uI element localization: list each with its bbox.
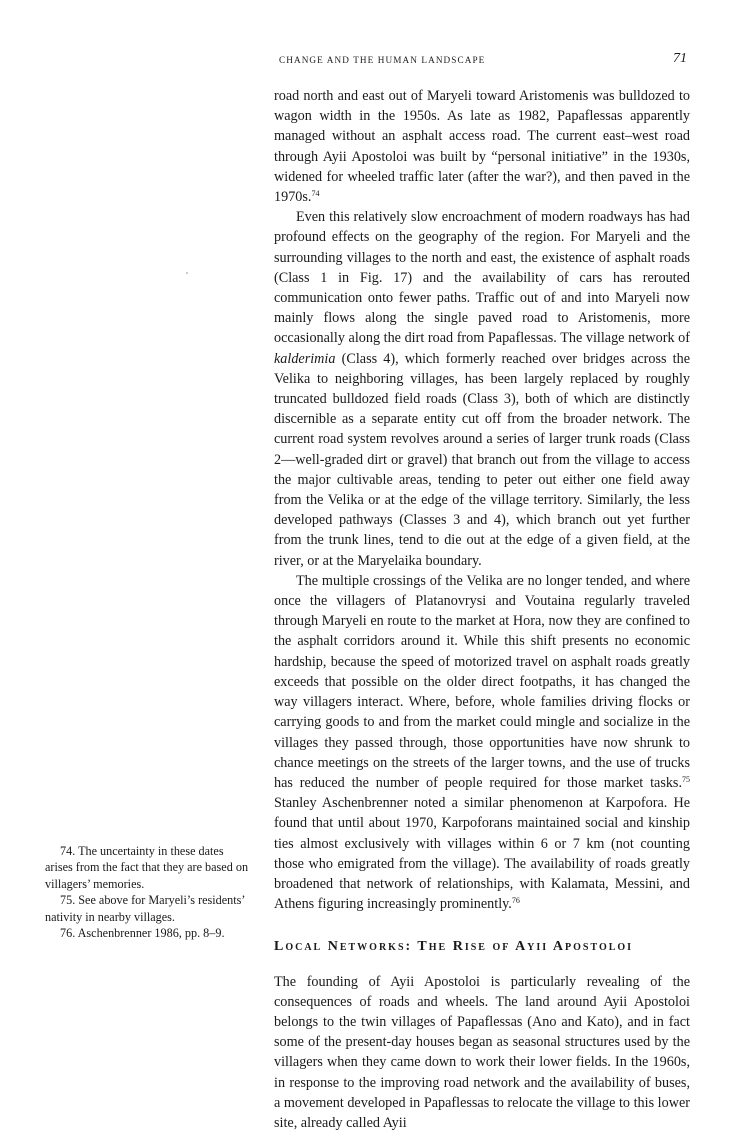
paragraph-2-text-b: (Class 4), which formerly reached over bridges across the Velika to neighboring villages, has been largely replaced by roughly truncated bulldozed field roads (Class 3), both of which are distinctly discernible as a separate entity cut off from the broader network. The current road system revolves around a series of larger trunk roads (Class 2—well-graded dirt or gravel) that branch out from the village to access the major cultivable areas, tending to peter out either one field away from the Velika or at the edge of the village territory. Similarly, the less developed pathways (Classes 3 and 4), which branch out yet further from the trunk lines, tend to die out at the edge of a given field, at the river, or at the Maryelaika boundary. — [274, 350, 690, 569]
main-text-column — [274, 86, 690, 1133]
footnote-76: 76. Aschenbrenner 1986, pp. 8–9. — [60, 926, 225, 941]
page-number: 71 — [673, 51, 687, 66]
paragraph-4 — [274, 972, 690, 1133]
footnote-number: 74 — [60, 844, 73, 858]
italic-term-kalderimia: kalderimia — [274, 350, 336, 367]
footnote-74: 74. The uncertainty in these dates arises from the fact that they are based on villagers’ memories. — [45, 844, 249, 891]
paragraph-3-text-b: Stanley Aschenbrenner noted a similar phenomenon at Karpofora. He found that until about 1970, Karpoforans maintained social and kinship ties almost exclusively with villages within 6 or 7 km (not counting those who emigrated from the village). The availability of roads greatly broadened that network of relationships, with Kalamata, Messini, and Athens figuring increasingly prominently. — [274, 795, 690, 913]
paragraph-1-text: road north and east out of Maryeli toward Aristomenis was bulldozed to wagon width in the 1950s. As late as 1982, Papaflessas apparently managed without an asphalt access road. The current east–west road through Ayii Apostoloi was built by “personal initiative” in the 1930s, widened for wheeled traffic later (after the war?), and then paved in the 1970s. — [274, 88, 690, 206]
page-speck — [186, 272, 188, 274]
section-heading: Local Networks: The Rise of Ayii Apostoloi — [274, 939, 634, 955]
footnote-number: 76 — [60, 926, 73, 941]
footnote-text: Aschenbrenner 1986, pp. 8–9. — [77, 926, 225, 941]
footnote-text: The uncertainty in these dates arises from the fact that they are based on villagers’ memories. — [45, 844, 249, 891]
running-head: CHANGE AND THE HUMAN LANDSCAPE — [279, 55, 486, 65]
paragraph-3 — [274, 571, 690, 914]
footnote-number: 75 — [60, 893, 73, 908]
footnote-75: 75. See above for Maryeli’s residents’ nativity in nearby villages. — [45, 893, 245, 924]
footnote-text: See above for Maryeli’s residents’ nativity in nearby villages. — [45, 893, 245, 924]
footnote-ref-75[interactable]: 75 — [682, 774, 690, 784]
footnote-ref-74[interactable]: 74 — [311, 189, 320, 199]
paragraph-4-text: The founding of Ayii Apostoloi is particularly revealing of the consequences of roads and wheels. The land around Ayii Apostoloi belongs to the twin villages of Papaflessas (Ano and Kato), and in fact some of the present-day houses began as seasonal structures used by the villagers when they came down to work their lower fields. In the 1960s, in response to the improving road network and the availability of buses, a movement developed in Papaflessas to relocate the village to this lower site, already called Ayii — [274, 973, 690, 1131]
paragraph-2 — [274, 207, 690, 571]
paragraph-1 — [274, 86, 690, 207]
paragraph-2-text-a: Even this relatively slow encroachment of modern roadways has had profound effects on the geography of the region. For Maryeli and the surrounding villages to the north and east, the existence of asphalt roads (Class 1 in Fig. 17) and the availability of cars has rerouted communication onto fewer paths. Traffic out of and into Maryeli now mainly flows along the single paved road to Aristomenis, more occasionally along the dirt road from Papaflessas. The village network of — [274, 209, 690, 347]
paragraph-3-text-a: The multiple crossings of the Velika are no longer tended, and where once the villagers of Platanovrysi and Voutaina regularly traveled through Maryeli en route to the market at Hora, now they are confined to the asphalt corridors around it. While this shift presents no economic hardship, because the speed of motorized travel on asphalt roads greatly exceeds that possible on the older direct footpaths, it has changed the way villagers interact. Where, before, whole families driving flocks or carrying goods to and from the market could mingle and socialize in the villages they passed through, those opportunities have now shrunk to chance meetings on the streets of the larger towns, and the use of trucks has reduced the number of people required for those market tasks. — [274, 572, 690, 791]
footnote-ref-76[interactable]: 76 — [511, 896, 520, 906]
footnotes — [45, 843, 250, 941]
